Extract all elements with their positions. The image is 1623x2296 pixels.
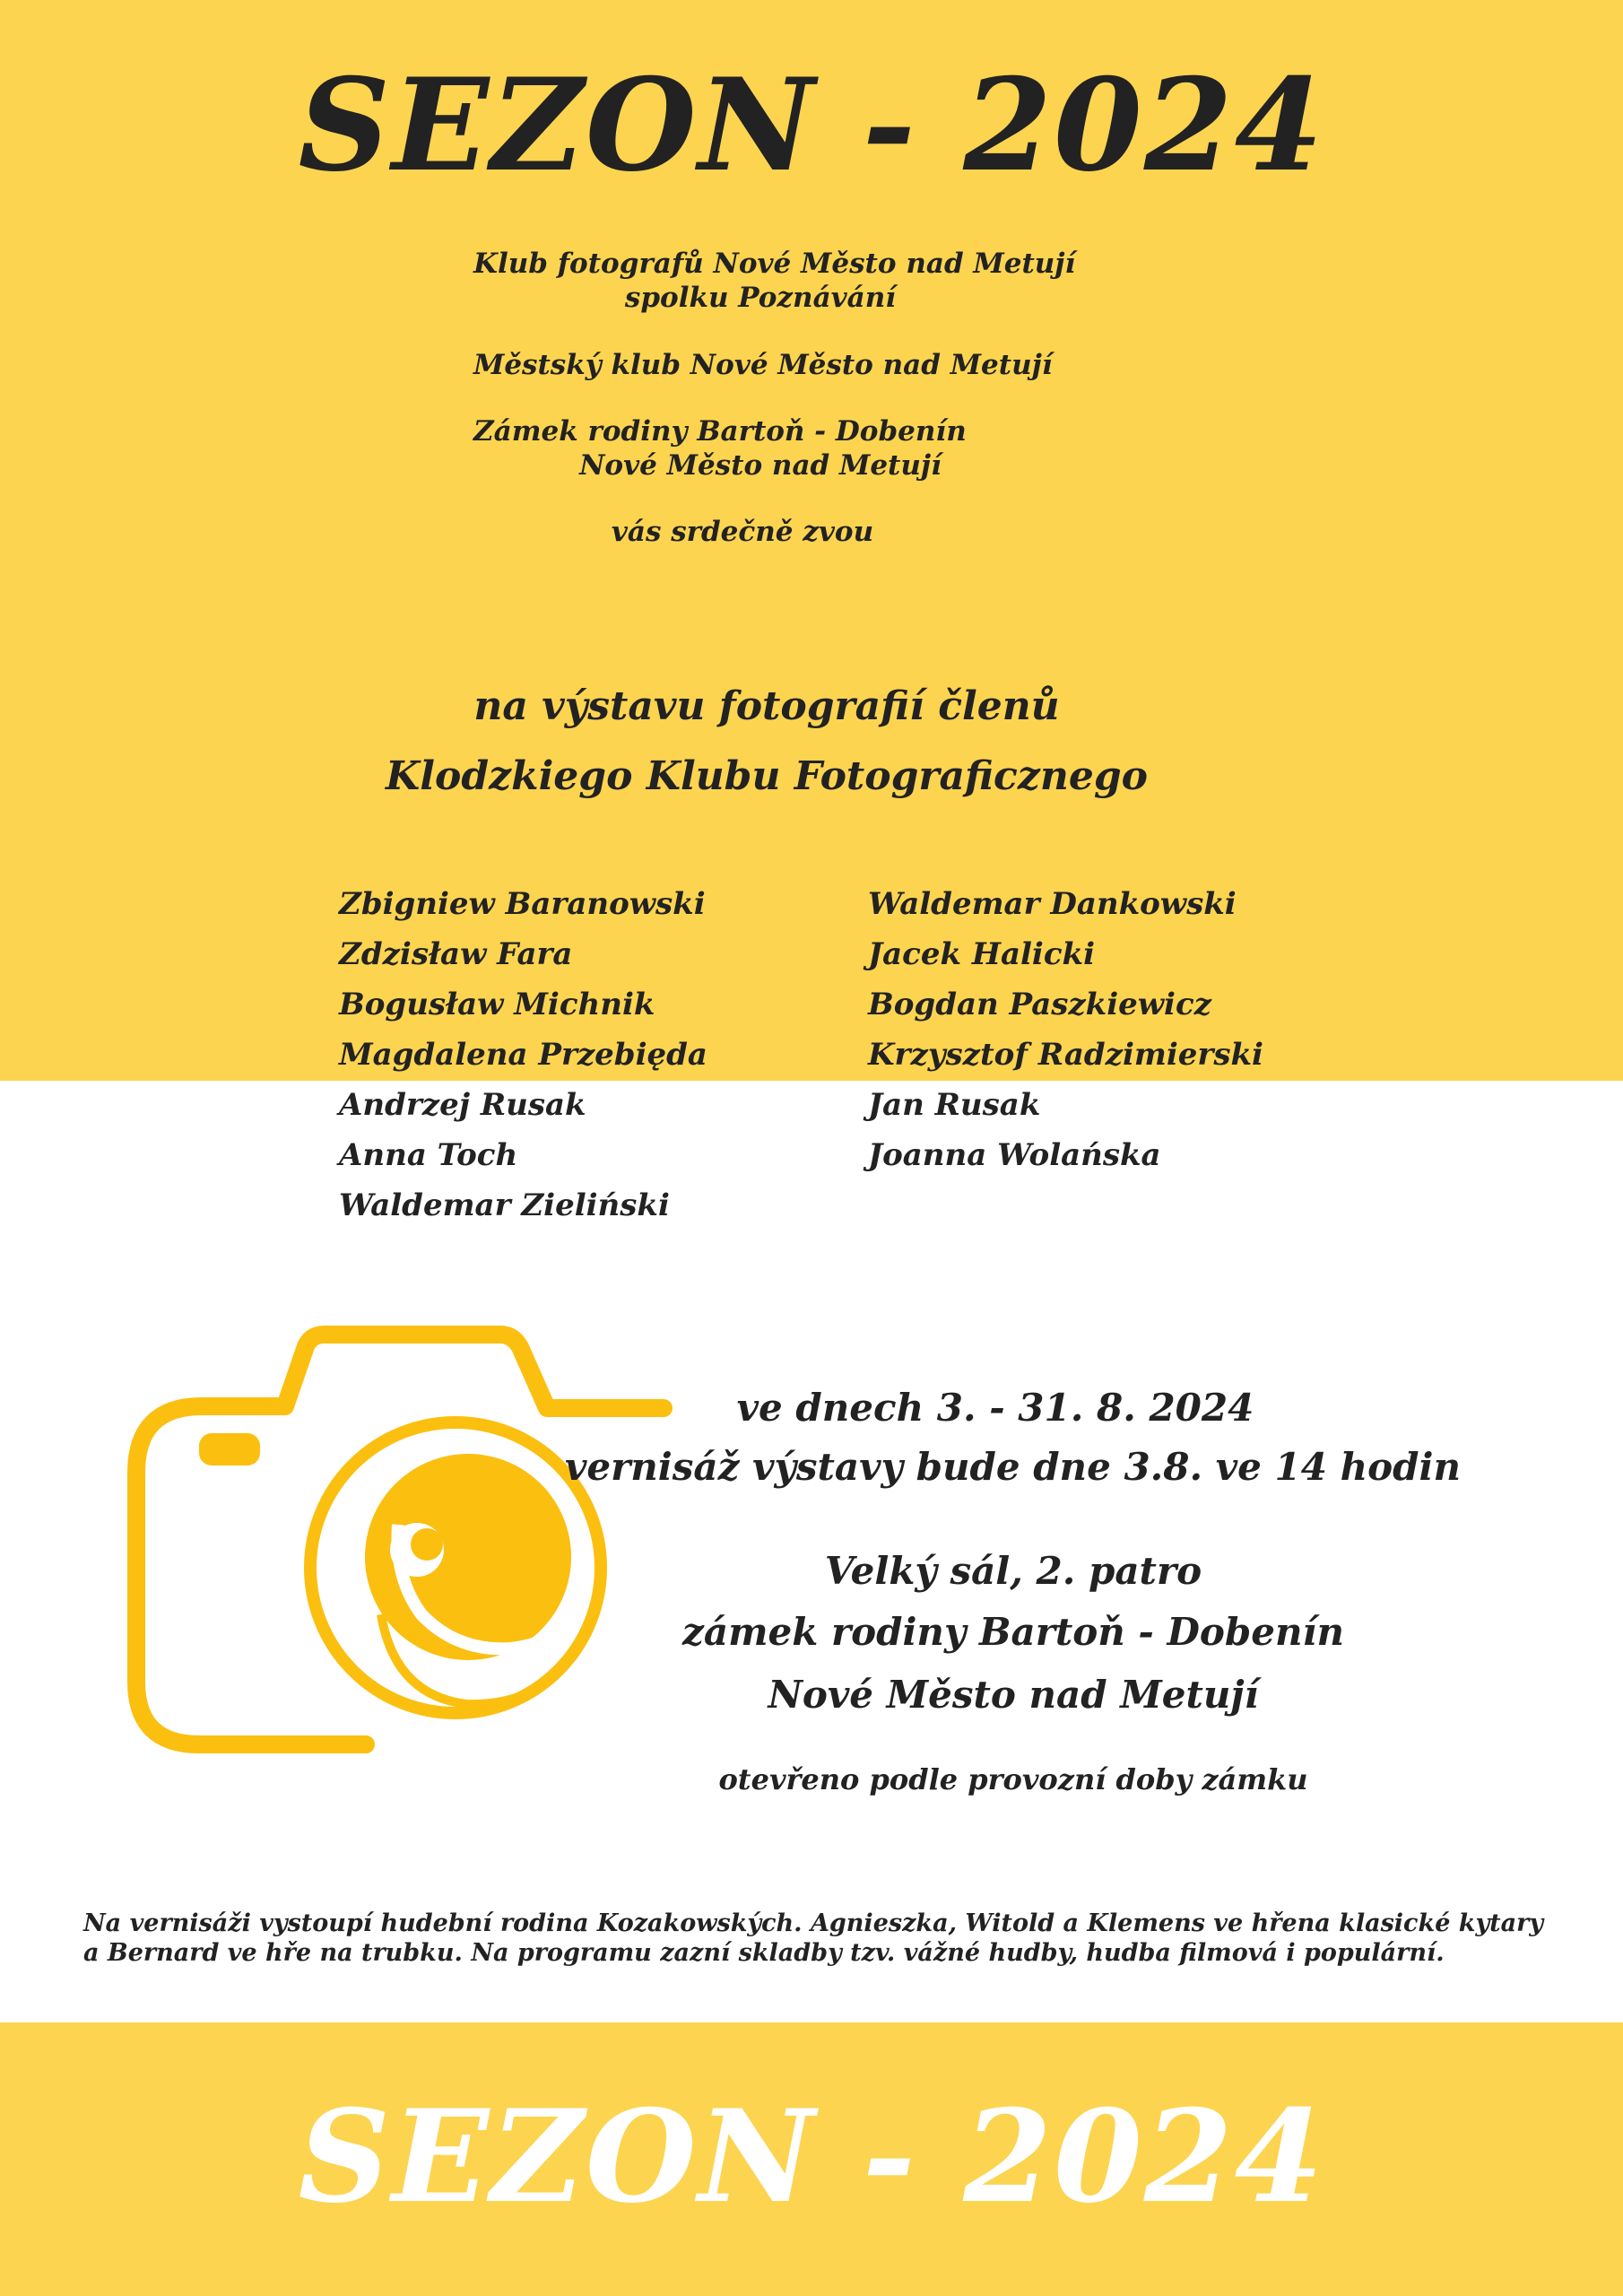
- organizer-castle-line2: Nové Město nad Metují: [579, 449, 942, 482]
- member-name: Jan Rusak: [868, 1087, 1041, 1123]
- member-name: Anna Toch: [339, 1137, 518, 1173]
- member-name: Krzysztof Radzimierski: [868, 1037, 1263, 1073]
- organizer-club-line2: spolku Poznávání: [624, 282, 897, 314]
- opening-hours: otevřeno podle provozní doby zámku: [718, 1762, 1308, 1796]
- member-name: Magdalena Przebięda: [339, 1037, 707, 1073]
- member-name: Andrzej Rusak: [339, 1087, 586, 1123]
- concert-note-line2: a Bernard ve hře na trubku. Na programu zazní skladby tzv. vážné hudby, hudba filmová i populární.: [83, 1939, 1445, 1967]
- exhibition-line2: Klodzkiego Klubu Fotograficznego: [386, 753, 1148, 799]
- event-vernissage: vernisáž výstavy bude dne 3.8. ve 14 hodin: [565, 1445, 1461, 1489]
- venue-line2: zámek rodiny Bartoň - Dobenín: [682, 1610, 1344, 1654]
- venue-line3: Nové Město nad Metují: [768, 1673, 1259, 1717]
- page-title: SEZON - 2024: [298, 51, 1325, 200]
- concert-note: [83, 1909, 1608, 1968]
- member-name: Waldemar Dankowski: [868, 886, 1237, 922]
- organizer-castle-line1: Zámek rodiny Bartoň - Dobenín: [473, 415, 967, 448]
- organizer-city-club: Městský klub Nové Město nad Metují: [473, 349, 1053, 381]
- organizer-club: [473, 247, 1101, 281]
- member-name: Zbigniew Baranowski: [339, 886, 706, 922]
- member-name: Jacek Halicki: [868, 936, 1096, 972]
- member-name: Waldemar Zieliński: [339, 1187, 670, 1223]
- member-name: Zdzisław Fara: [339, 936, 573, 972]
- footer-title: SEZON - 2024: [298, 2083, 1325, 2231]
- concert-note-line1: Na vernisáži vystoupí hudební rodina Kozakowských. Agnieszka, Witold a Klemens ve hřena klasické kytary: [83, 1909, 1544, 1937]
- organizer-club-line1: Klub fotografů Nové Město nad Metují: [473, 248, 1076, 280]
- exhibition-line1: na výstavu fotografií členů: [473, 683, 1060, 729]
- invite-text: vás srdečně zvou: [611, 516, 874, 548]
- camera-viewfinder: [199, 1433, 260, 1465]
- members-right-column: [868, 879, 1263, 1180]
- venue-line1: Velký sál, 2. patro: [824, 1549, 1202, 1593]
- members-left-column: [339, 879, 707, 1231]
- member-name: Joanna Wolańska: [868, 1137, 1161, 1173]
- event-dates: ve dnech 3. - 31. 8. 2024: [736, 1386, 1254, 1430]
- member-name: Bogusław Michnik: [339, 987, 655, 1022]
- member-name: Bogdan Paszkiewicz: [868, 987, 1211, 1022]
